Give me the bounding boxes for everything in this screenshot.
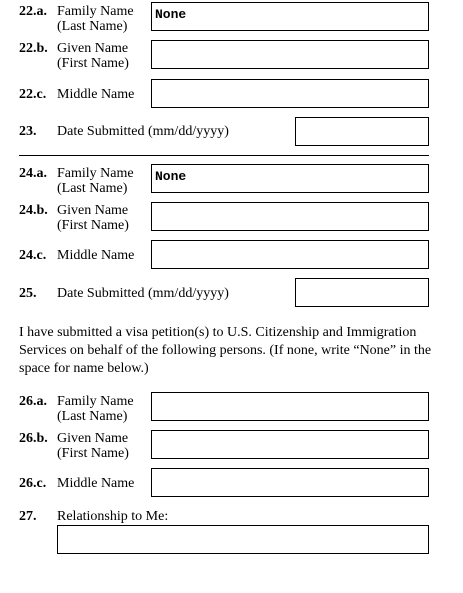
item-number: 26.b. xyxy=(19,431,48,446)
middle-name-label: Middle Name xyxy=(57,476,135,491)
item-number: 27. xyxy=(19,509,37,524)
family-name-value: None xyxy=(155,7,187,22)
middle-name-label: Middle Name xyxy=(57,248,135,263)
item-number: 22.c. xyxy=(19,87,47,102)
relationship-label: Relationship to Me: xyxy=(57,509,169,524)
given-name-label: Given Name xyxy=(57,41,129,56)
given-name-field[interactable] xyxy=(151,202,429,231)
given-name-sublabel: (First Name) xyxy=(57,446,129,461)
date-submitted-label: Date Submitted (mm/dd/yyyy) xyxy=(57,286,229,301)
family-name-field[interactable] xyxy=(151,164,429,193)
item-number: 26.c. xyxy=(19,476,47,491)
date-submitted-field[interactable] xyxy=(295,278,429,307)
middle-name-field[interactable] xyxy=(151,468,429,497)
date-submitted-label: Date Submitted (mm/dd/yyyy) xyxy=(57,124,229,139)
family-name-sublabel: (Last Name) xyxy=(57,181,128,196)
item-number: 25. xyxy=(19,286,37,301)
item-number: 26.a. xyxy=(19,394,47,409)
item-number: 23. xyxy=(19,124,37,139)
item-number: 22.a. xyxy=(19,4,47,19)
given-name-sublabel: (First Name) xyxy=(57,218,129,233)
item-number: 24.b. xyxy=(19,203,48,218)
section-divider xyxy=(19,155,429,156)
given-name-field[interactable] xyxy=(151,40,429,69)
instructions-text: I have submitted a visa petition(s) to U.S. Citizenship and Immigration Services on behalf of the following persons. (If none, write “None” in the space for name below.) xyxy=(19,325,432,376)
item-number: 22.b. xyxy=(19,41,48,56)
given-name-label: Given Name xyxy=(57,203,129,218)
family-name-field[interactable] xyxy=(151,392,429,421)
family-name-field[interactable] xyxy=(151,2,429,31)
relationship-field[interactable] xyxy=(57,525,429,554)
given-name-label: Given Name xyxy=(57,431,129,446)
date-submitted-field[interactable] xyxy=(295,117,429,146)
middle-name-label: Middle Name xyxy=(57,87,135,102)
family-name-value: None xyxy=(155,169,187,184)
family-name-label: Family Name xyxy=(57,394,134,409)
middle-name-field[interactable] xyxy=(151,240,429,269)
family-name-label: Family Name xyxy=(57,4,134,19)
given-name-field[interactable] xyxy=(151,430,429,459)
family-name-sublabel: (Last Name) xyxy=(57,19,128,34)
family-name-label: Family Name xyxy=(57,166,134,181)
item-number: 24.c. xyxy=(19,248,47,263)
given-name-sublabel: (First Name) xyxy=(57,56,129,71)
middle-name-field[interactable] xyxy=(151,79,429,108)
family-name-sublabel: (Last Name) xyxy=(57,409,128,424)
item-number: 24.a. xyxy=(19,166,47,181)
